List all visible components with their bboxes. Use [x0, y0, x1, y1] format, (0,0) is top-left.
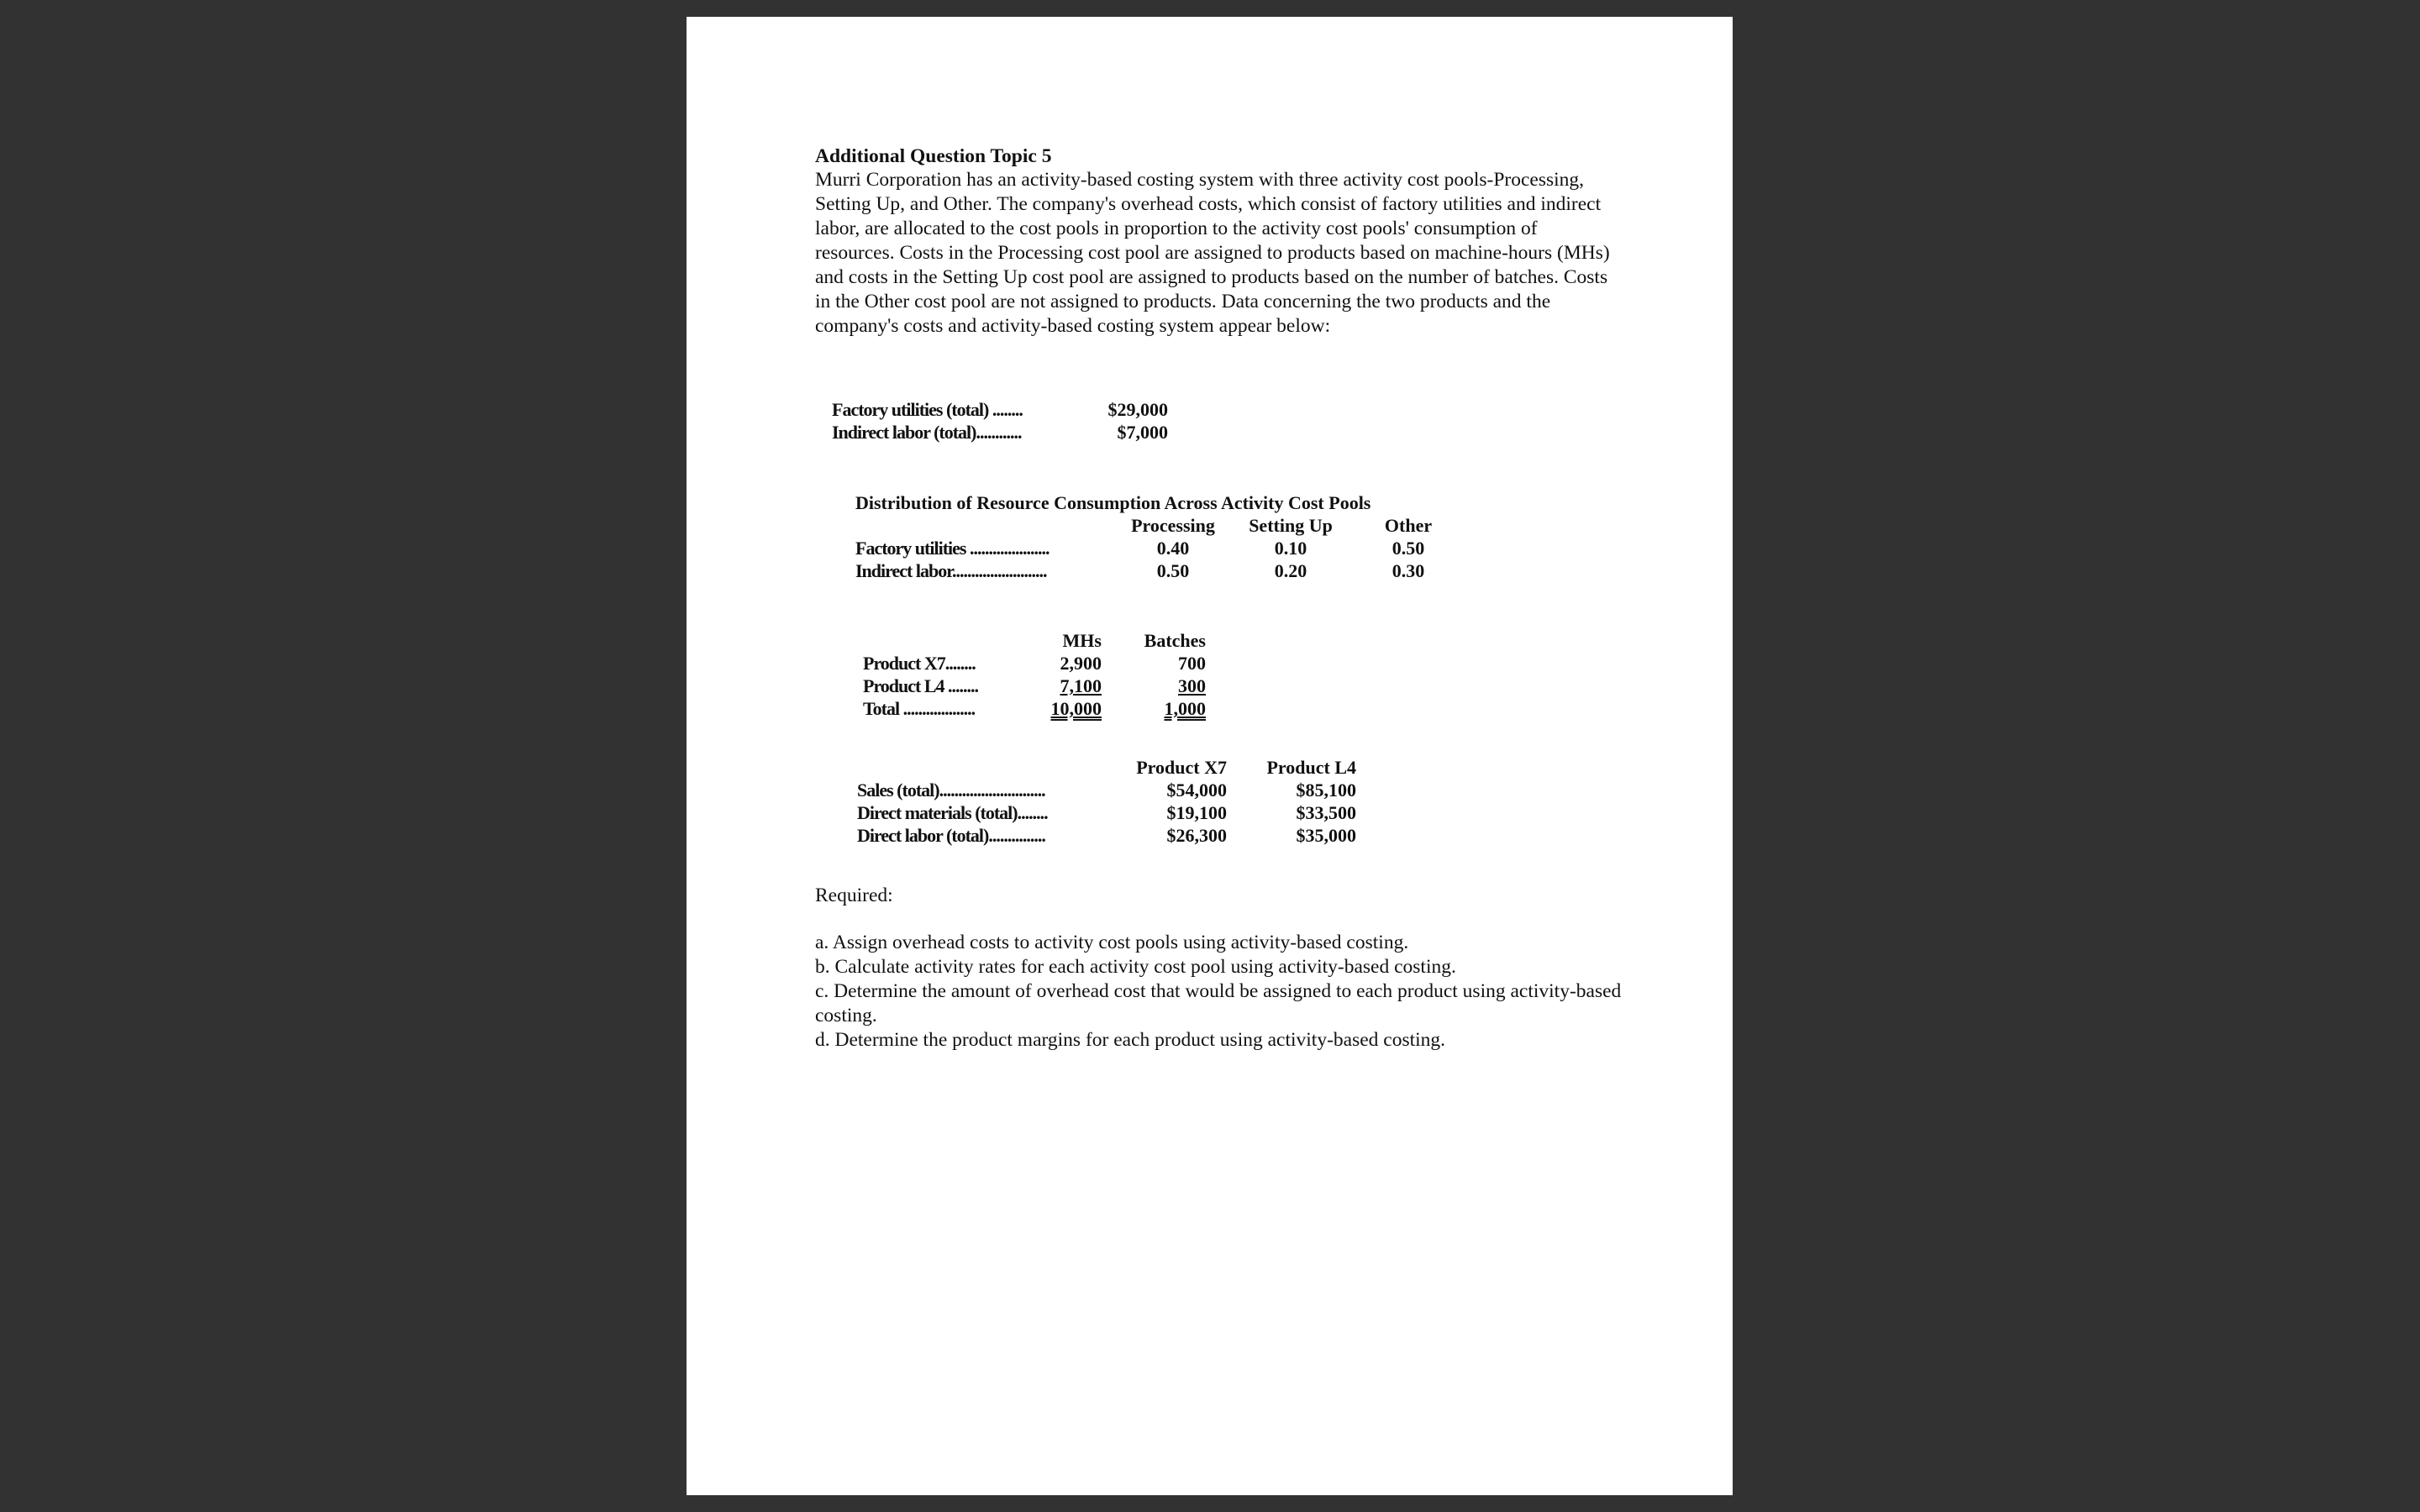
column-header: Product L4 [1266, 757, 1356, 778]
question-heading: Additional Question Topic 5 [815, 145, 1052, 167]
column-header: Setting Up [1249, 515, 1333, 536]
page-content [815, 144, 1622, 1051]
product-data-table [857, 756, 1356, 847]
column-header: Product X7 [1136, 757, 1227, 778]
activity-table [863, 629, 1206, 720]
cell-value: 10,000 [1050, 698, 1102, 719]
row-label: Indirect labor (total)............ [832, 422, 1022, 443]
cell-value: 0.50 [1156, 560, 1190, 581]
table-row [857, 824, 1356, 847]
row-label: Direct materials (total)........ [857, 802, 1048, 823]
cell-value: $26,300 [1166, 825, 1227, 846]
table-row [855, 537, 1467, 559]
cell-value: 2,900 [1060, 653, 1102, 674]
row-label: Total ................... [863, 698, 976, 719]
cell-value: $33,500 [1296, 802, 1356, 823]
table-row [832, 398, 1168, 421]
column-header: Other [1384, 515, 1433, 536]
overhead-costs-table [832, 398, 1168, 444]
distribution-section [855, 491, 1467, 582]
table-row [857, 801, 1356, 824]
table-row [863, 697, 1206, 720]
cell-value: $85,100 [1296, 780, 1356, 801]
row-label: Sales (total)............................ [857, 780, 1045, 801]
row-label: Indirect labor......................... [855, 560, 1047, 581]
cell-value: 7,100 [1060, 675, 1102, 696]
cell-value: 300 [1178, 675, 1206, 696]
required-item-a: a. Assign overhead costs to activity cost pools using activity-based costing. [815, 932, 1409, 953]
required-item-b: b. Calculate activity rates for each activity cost pool using activity-based costing. [815, 956, 1456, 978]
table-header-row [863, 629, 1206, 652]
table-header-row [857, 756, 1356, 779]
required-item-d: d. Determine the product margins for each product using activity-based costing. [815, 1029, 1446, 1051]
cell-value: 1,000 [1164, 698, 1206, 719]
table-row [863, 652, 1206, 675]
table-row [855, 559, 1467, 582]
table-header-row [855, 514, 1467, 537]
cell-value: 700 [1178, 653, 1206, 674]
question-intro: Murri Corporation has an activity-based costing system with three activity cost pools-Processing, Setting Up, and Other. The company's overhead costs, which consist of factory utilities and indirect labor, are allocated to the cost pools in proportion to the activity cost pools' consumption of resources. Costs in the Processing cost pool are assigned to products based on machine-hours (MHs) and costs in the Setting Up cost pool are assigned to products based on the number of batches. Costs in the Other cost pool are not assigned to products. Data concerning the two products and the company's costs and activity-based costing system appear below: [815, 169, 1610, 337]
distribution-table [855, 514, 1467, 582]
required-item-c: c. Determine the amount of overhead cost that would be assigned to each product using activity-based costing. [815, 980, 1622, 1026]
required-label: Required: [815, 885, 893, 906]
cell-value: 0.10 [1274, 538, 1307, 559]
cell-value: $54,000 [1166, 780, 1227, 801]
cell-value: 0.20 [1274, 560, 1307, 581]
row-label: Direct labor (total)............... [857, 825, 1045, 846]
table-row [863, 675, 1206, 697]
row-label: Factory utilities ..................... [855, 538, 1050, 559]
column-header: Batches [1144, 630, 1206, 651]
table-row [832, 421, 1168, 444]
cell-value: 0.40 [1156, 538, 1190, 559]
cell-value: 0.50 [1392, 538, 1425, 559]
row-label: Factory utilities (total) ........ [832, 399, 1023, 420]
cell-value: $19,100 [1166, 802, 1227, 823]
distribution-title: Distribution of Resource Consumption Across Activity Cost Pools [855, 492, 1371, 513]
required-section [815, 884, 1622, 1053]
row-label: Product X7........ [863, 653, 976, 674]
document-page [687, 17, 1733, 1495]
column-header: MHs [1062, 630, 1102, 651]
row-value: $7,000 [1117, 422, 1168, 443]
column-header: Processing [1131, 515, 1215, 536]
cell-value: $35,000 [1296, 825, 1356, 846]
row-label: Product L4 ........ [863, 675, 979, 696]
row-value: $29,000 [1107, 399, 1168, 420]
table-row [857, 779, 1356, 801]
cell-value: 0.30 [1392, 560, 1425, 581]
